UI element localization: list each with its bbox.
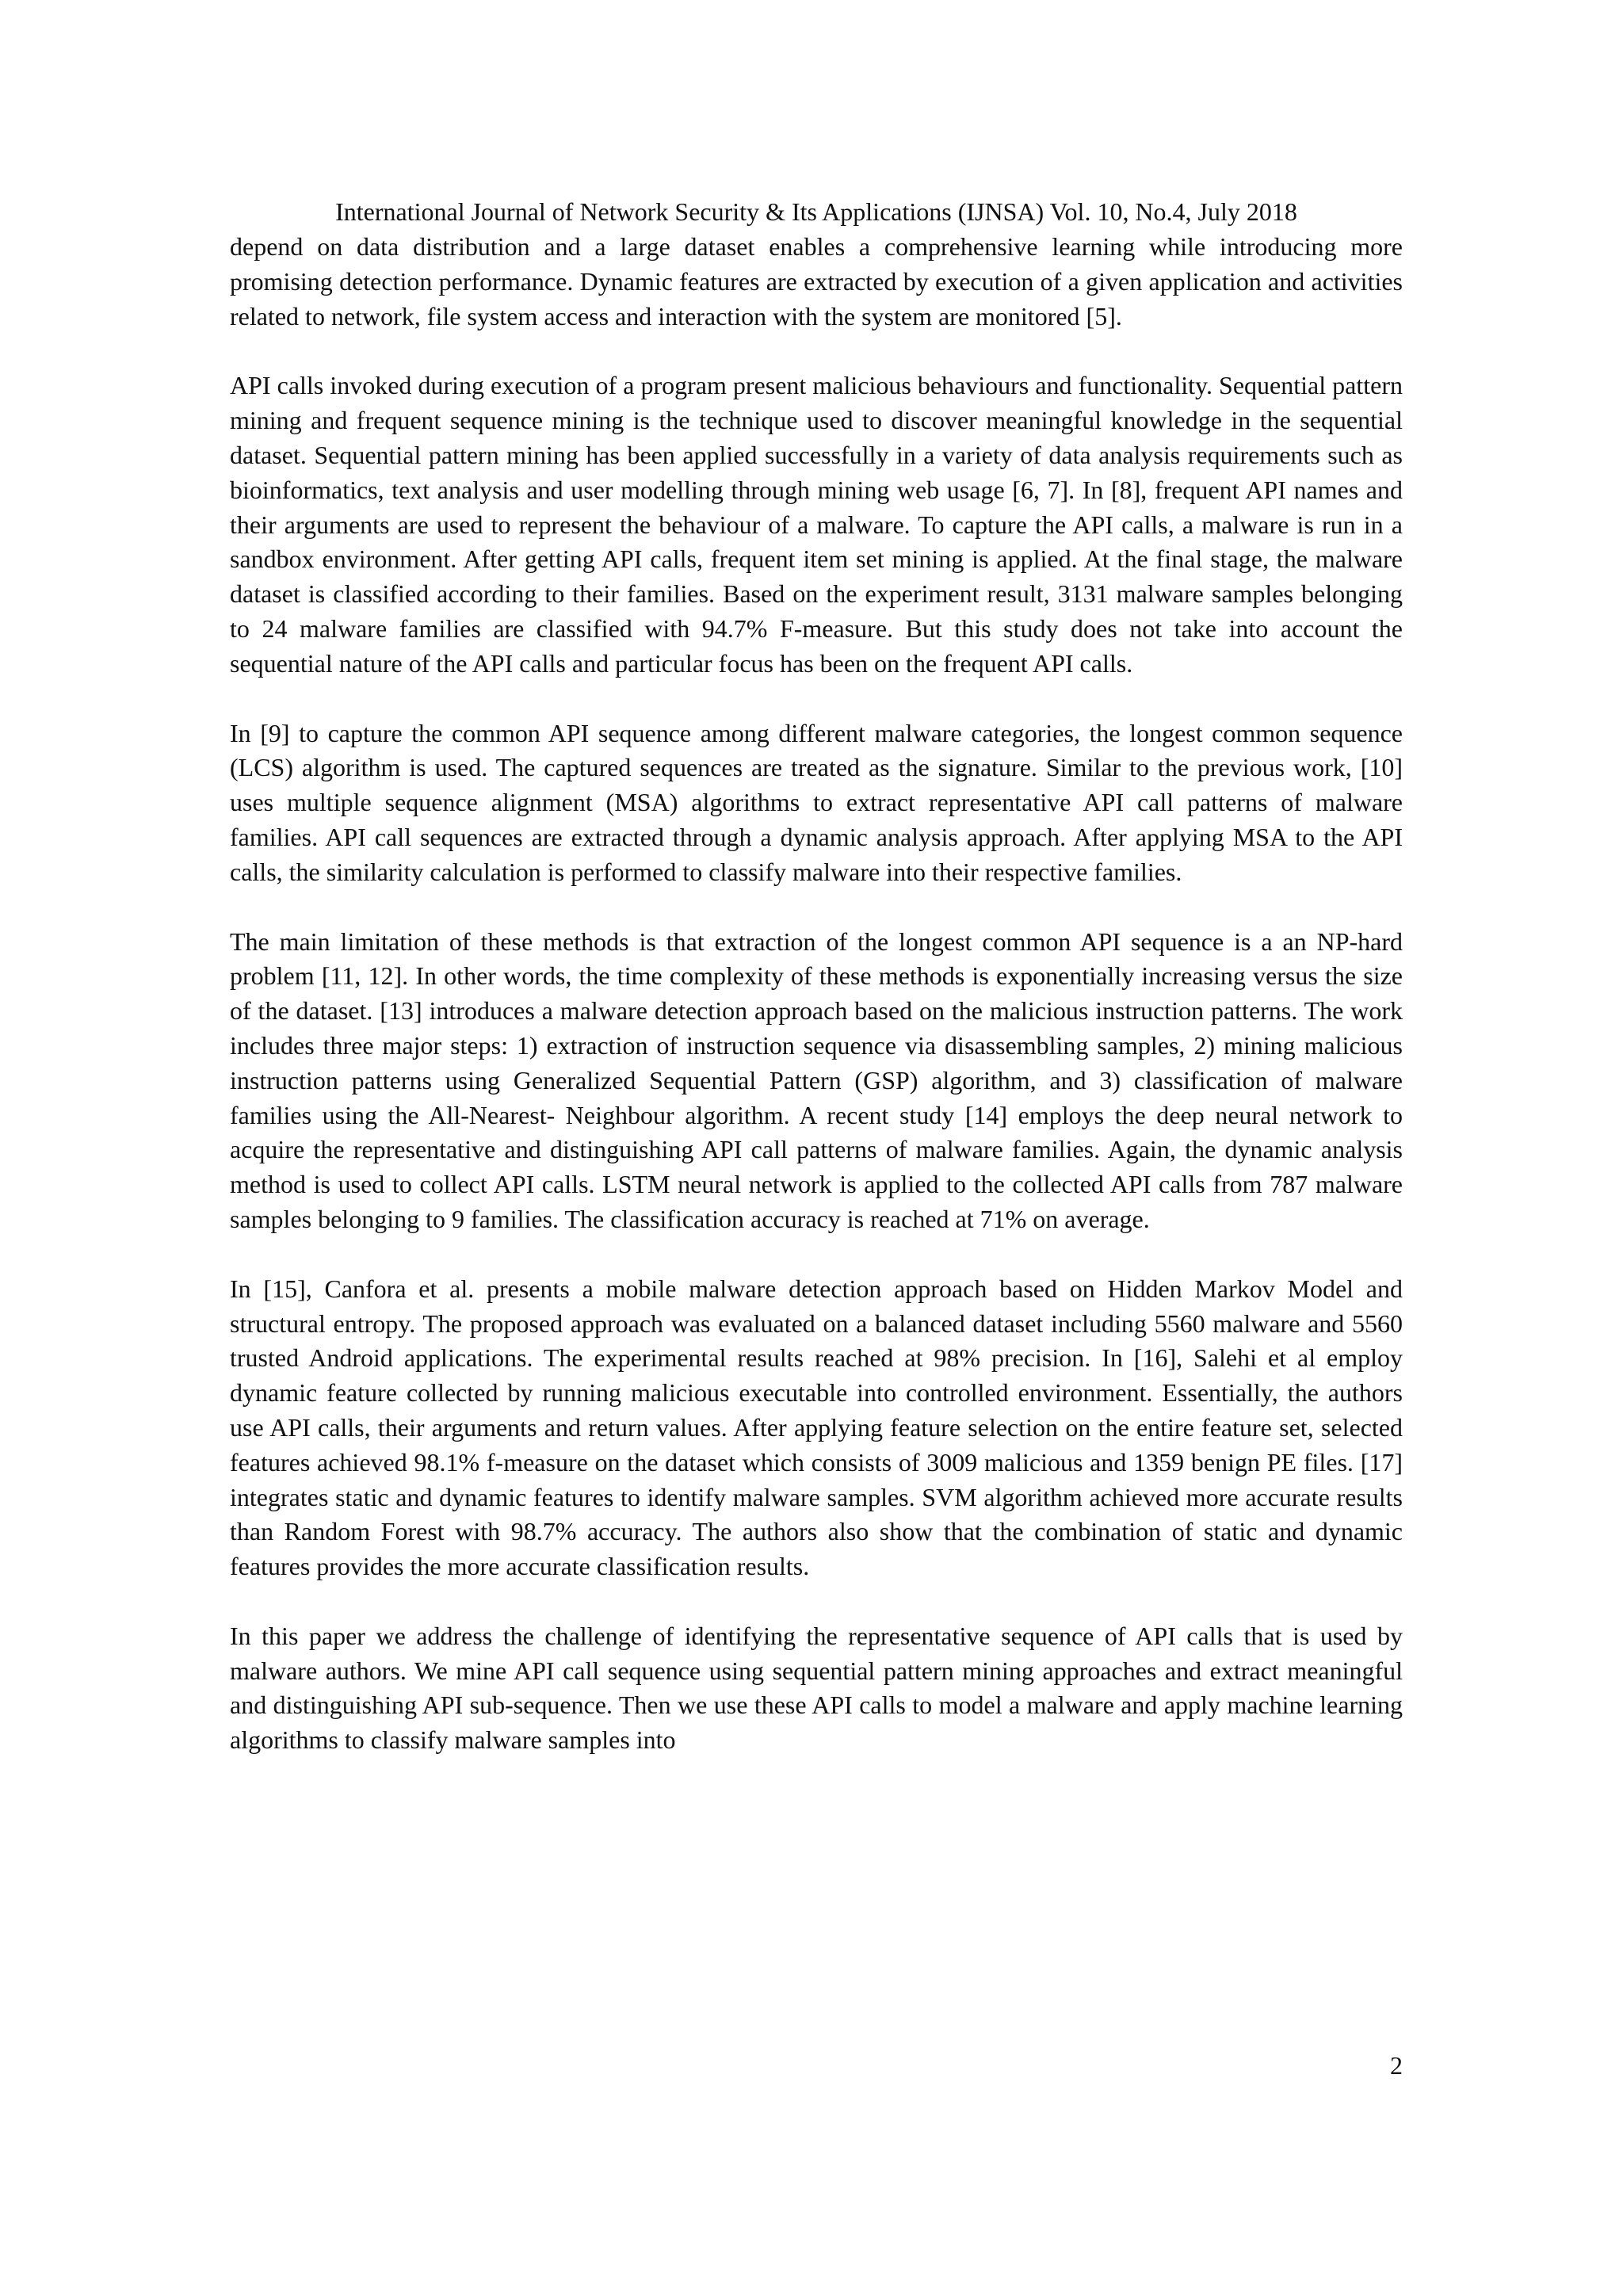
paragraph-5: In [15], Canfora et al. presents a mobile malware detection approach based on Hidden Markov Model and structural entropy. The proposed approach was evaluated on a balanced dataset including 5560 malware and 5560 trusted Android applications. The experimental results reached at 98% precision. In [16], Salehi et al employ dynamic feature collected by running malicious executable into controlled environment. Essentially, the authors use API calls, their arguments and return values. After applying feature selection on the entire feature set, selected features achieved 98.1% f-measure on the dataset which consists of 3009 malicious and 1359 benign PE files. [17] integrates static and dynamic features to identify malware samples. SVM algorithm achieved more accurate results than Random Forest with 98.7% accuracy. The authors also show that the combination of static and dynamic features provides the more accurate classification results. xyxy=(230,1274,1403,1581)
page-number: 2 xyxy=(1390,2051,1403,2080)
paragraph-2: API calls invoked during execution of a program present malicious behaviours and functionality. Sequential pattern mining and frequent sequence mining is the technique used to discover meaningful knowledge in the sequential dataset. Sequential pattern mining has been applied successfully in a variety of data analysis requirements such as bioinformatics, text analysis and user modelling through mining web usage [6, 7]. In [8], frequent API names and their arguments are used to represent the behaviour of a malware. To capture the API calls, a malware is run in a sandbox environment. After getting API calls, frequent item set mining is applied. At the final stage, the malware dataset is classified according to their families. Based on the experiment result, 3131 malware samples belonging to 24 malware families are classified with 94.7% F-measure. But this study does not take into account the sequential nature of the API calls and particular focus has been on the frequent API calls. xyxy=(230,371,1403,678)
paragraph-3: In [9] to capture the common API sequence among different malware categories, the longest common sequence (LCS) algorithm is used. The captured sequences are treated as the signature. Similar to the previous work, [10] uses multiple sequence alignment (MSA) algorithms to extract representative API call patterns of malware families. API call sequences are extracted through a dynamic analysis approach. After applying MSA to the API calls, the similarity calculation is performed to classify malware into their respective families. xyxy=(230,718,1403,886)
paragraph-1: depend on data distribution and a large dataset enables a comprehensive learning while introducing more promising detection performance. Dynamic features are extracted by execution of a given application and activities related to network, file system access and interaction with the system are monitored [5]. xyxy=(230,232,1403,330)
running-header: International Journal of Network Security & Its Applications (IJNSA) Vol. 10, No.4, July 2018 xyxy=(335,197,1297,226)
body-text xyxy=(230,230,1403,1793)
paragraph-6: In this paper we address the challenge of identifying the representative sequence of API calls that is used by malware authors. We mine API call sequence using sequential pattern mining approaches and extract meaningful and distinguishing API sub-sequence. Then we use these API calls to model a malware and apply machine learning algorithms to classify malware samples into xyxy=(230,1621,1403,1755)
paragraph-4: The main limitation of these methods is that extraction of the longest common API sequence is a an NP-hard problem [11, 12]. In other words, the time complexity of these methods is exponentially increasing versus the size of the dataset. [13] introduces a malware detection approach based on the malicious instruction patterns. The work includes three major steps: 1) extraction of instruction sequence via disassembling samples, 2) mining malicious instruction patterns using Generalized Sequential Pattern (GSP) algorithm, and 3) classification of malware families using the All-Nearest- Neighbour algorithm. A recent study [14] employs the deep neural network to acquire the representative and distinguishing API call patterns of malware families. Again, the dynamic analysis method is used to collect API calls. LSTM neural network is applied to the collected API calls from 787 malware samples belonging to 9 families. The classification accuracy is reached at 71% on average. xyxy=(230,926,1403,1233)
